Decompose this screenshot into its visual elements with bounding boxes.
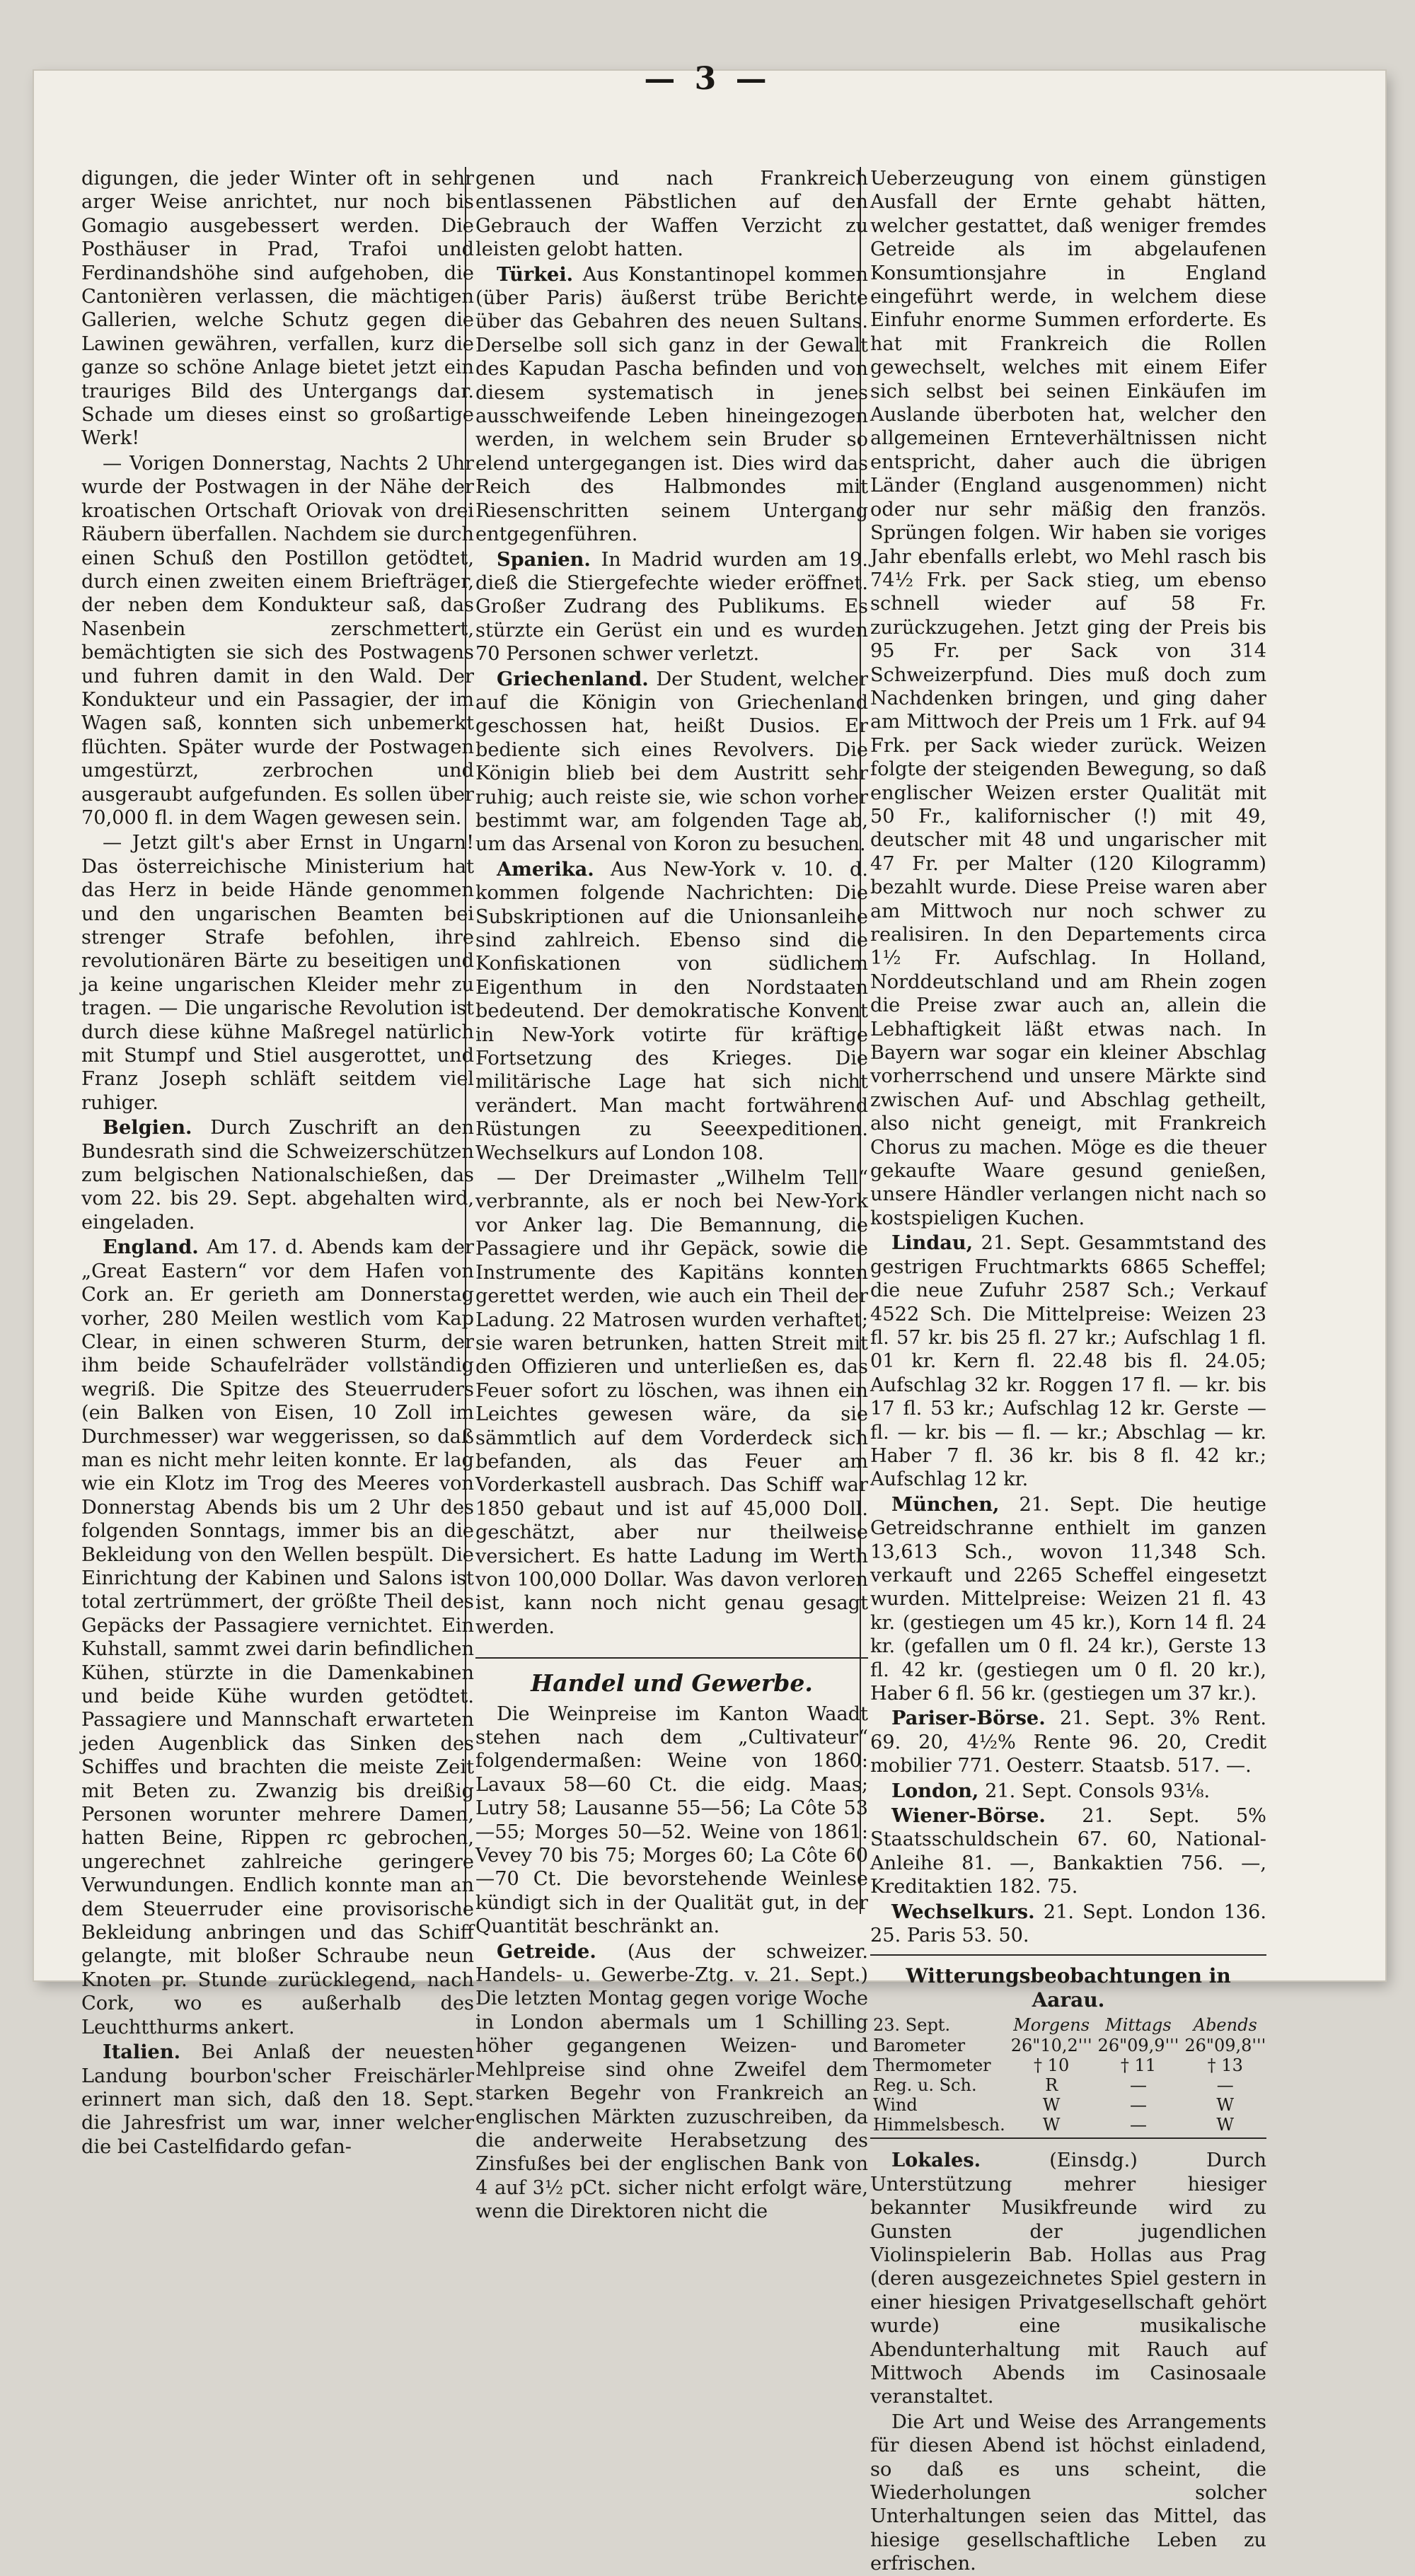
paragraph-text: (Einsdg.) Durch Unterstützung mehrer hiesiger bekannter Musikfreunde wird zu Gunsten der jugendlichen Violinspielerin Bab. Hollas aus Prag (deren ausgezeichnetes Spiel gestern in einer hiesigen Privatgesellschaft gehört wurde) eine musikalische Abendunterhaltung mit Rauch auf Mittwoch Abends im Casinosaale veranstaltet. — [870, 2149, 1266, 2408]
paragraph-text: Aus New-York v. 10. d. kommen folgende Nachrichten: Die Subskriptionen auf die Unionsanleihe sind zahlreich. Ebenso sind die Konfiskationen von südlichem Eigenthum in den Nordstaaten bedeutend. Der demokratische Konvent in New-York votirte für kräftige Fortsetzung des Krieges. Die militärische Lage hat sich nicht verändert. Man macht fortwährend Rüstungen zu Seeexpeditionen. Wechselkurs auf London 108. — [475, 858, 868, 1164]
section-heading: England. — [103, 1236, 199, 1259]
news-item — [475, 548, 868, 666]
section-heading: London, — [891, 1779, 979, 1802]
paragraph-text: 21. Sept. 3% Rent. 69. 20, 4½% Rente 96. 20, Credit mobilier 771. Oesterr. Staatsb. 517. —. — [870, 1707, 1266, 1777]
column-2 — [475, 167, 868, 2223]
weather-col-header: Abends — [1193, 2015, 1257, 2036]
section-heading: Lindau, — [891, 1231, 974, 1255]
paragraph-text: Der Student, welcher auf die Königin von Griechenland geschossen hat, heißt Dusios. Er bediente sich eines Revolvers. Die Königin blieb bei dem Austritt sehr ruhig; auch reiste sie, wie schon vorher bestimmt war, am folgenden Tage ab, um das Arsenal von Koron zu besuchen. — [475, 668, 868, 856]
news-item — [475, 668, 868, 857]
section-heading: Pariser-Börse. — [891, 1707, 1046, 1730]
paragraph-text: 21. Sept. Gesammtstand des gestrigen Fruchtmarkts 6865 Scheffel; die neue Zufuhr 2587 Sch.; Verkauf 4522 Sch. Die Mittelpreise: Weizen 23 fl. 57 kr. bis 25 fl. 27 kr.; Aufschlag 1 fl. 01 kr. Kern fl. 22.48 bis fl. 24.05; Aufschlag 32 kr. Roggen 17 fl. — kr. bis 17 fl. 53 kr.; Aufschlag 12 kr. Gerste — fl. — kr. bis — fl. — kr.; Abschlag — kr. Haber 7 fl. 36 kr. bis 8 fl. 42 kr.; Aufschlag 12 kr. — [870, 1232, 1266, 1491]
weather-cell: R — [1045, 2075, 1058, 2096]
section-heading: Getreide. — [497, 1939, 596, 1963]
section-heading: Wechselkurs. — [891, 1900, 1035, 1923]
weather-row-label: Barometer — [873, 2036, 966, 2056]
weather-title: Witterungsbeobachtungen in Aarau. — [906, 1964, 1231, 2012]
weather-cell: — — [1129, 2115, 1147, 2135]
paragraph-text: 21. Sept. Die heutige Getreidschranne enthielt im ganzen 13,613 Sch., wovon 11,348 Sch. verkauft und 2265 Scheffel eingesetzt wurden. Mittelpreise: Weizen 21 fl. 43 kr. (gestiegen um 45 kr.), Korn 14 fl. 24 kr. (gefallen um 0 fl. 24 kr.), Gerste 13 fl. 42 kr. (gestiegen um 0 fl. 20 kr.), Haber 6 fl. 56 kr. (gestiegen um 37 kr.). — [870, 1493, 1266, 1705]
weather-row-label: Wind — [873, 2095, 918, 2116]
weather-cell: † 11 — [1120, 2055, 1157, 2076]
section-heading: Amerika. — [497, 857, 594, 881]
paragraph: Ueberzeugung von einem günstigen Ausfall der Ernte gehabt hätten, welcher gestattet, daß weniger fremdes Getreide als im abgelaufenen Konsumtionsjahre in England eingeführt werde, in welchem diese Einfuhr enorme Summen erforderte. Es hat mit Frankreich die Rollen gewechselt, welches mit einem Eifer sich selbst bei seinen Einkäufen im Auslande überboten hat, welcher den allgemeinen Ernteverhältnissen nicht entspricht, daher auch die übrigen Länder (England ausgenommen) nicht oder nur sehr mäßig den französ. Sprüngen folgen. Wir haben sie voriges Jahr ebenfalls erlebt, wo Mehl rasch bis 74½ Frk. per Sack stieg, um ebenso schnell wieder auf 58 Fr. zurückzugehen. Jetzt ging der Preis bis 95 Fr. per Sack von 314 Schweizerpfund. Dies muß doch zum Nachdenken bringen, und ging daher am Mittwoch der Preis um 1 Frk. auf 94 Frk. per Sack wieder zurück. Weizen folgte der steigenden Bewegung, so daß englischer Weizen erster Qualität mit 50 Fr., kalifornischer (!) mit 49, deutscher mit 48 und ungarischer mit 47 Fr. per Malter (120 Kilogramm) bezahlt wurde. Diese Preise waren aber am Mittwoch nur noch schwer zu realisiren. In den Departements circa 1½ Fr. Aufschlag. In Holland, Norddeutschland und am Rhein zogen die Preise zwar auch an, allein die Lebhaftigkeit läßt etwas nach. In Bayern war sogar ein kleiner Abschlag vorherrschend und unsere Märkte sind zwischen Auf- und Abschlag getheilt, also nicht geneigt, mit Frankreich Chorus zu machen. Möge es die theuer gekaufte Waare gesund genießen, unsere Händler verlangen nicht nach so kostspieligen Kuchen. — [870, 168, 1266, 1229]
paragraph-text: Bei Anlaß der neuesten Landung bourbon'scher Freischärler erinnert man sich, daß den 18. Sept. die Jahresfrist um war, inner welcher die bei Castelfidardo gefan- — [81, 2041, 474, 2158]
page-number: — 3 — — [644, 61, 771, 97]
section-heading: Lokales. — [891, 2149, 981, 2172]
news-item — [870, 1780, 1266, 1803]
weather-cell: 26"09,8''' — [1184, 2036, 1266, 2056]
paragraph: digungen, die jeder Winter oft in sehr arger Weise anrichtet, nur noch bis Gomagio ausgebessert werden. Die Posthäuser in Prad, Trafoi und Ferdinandshöhe sind aufgehoben, die Cantonièren verlassen, die mächtigen Gallerien, welche Schutz gegen die Lawinen gewähren, verfallen, kurz die ganze so schöne Anlage bietet jetzt ein trauriges Bild des Untergangs dar. Schade um dieses einst so großartige Werk! — [81, 168, 474, 450]
paragraph-text: Durch Zuschrift an den Bundesrath sind die Schweizerschützen zum belgischen Nationalschießen, das vom 22. bis 29. Sept. abgehalten wird, eingeladen. — [81, 1117, 474, 1234]
paragraph: Die Art und Weise des Arrangements für diesen Abend ist höchst einladend, so daß es uns scheint, die Wiederholungen solcher Unterhaltungen seien das Mittel, das hiesige gesellschaftliche Leben zu erfrischen. — [870, 2410, 1266, 2575]
paragraph: Die Weinpreise im Kanton Waadt stehen nach dem „Cultivateur“ folgendermaßen: Weine von 1860: Lavaux 58—60 Ct. die eidg. Maas; Lutry 58; Lausanne 55—56; La Côte 53—55; Morges 50—52. Weine von 1861: Vevey 70 bis 75; Morges 60; La Côte 60—70 Ct. Die bevorstehende Weinlese kündigt sich in der Qualität gut, in der Quantität beschränkt an. — [475, 1702, 868, 1938]
news-item — [475, 858, 868, 1165]
weather-cell: — — [1129, 2095, 1147, 2116]
paragraph-text: In Madrid wurden am 19. dieß die Stiergefechte wieder eröffnet. Großer Zudrang des Publikums. Es stürzte ein Gerüst ein und es wurden 70 Personen schwer verletzt. — [475, 548, 868, 666]
paragraph: genen und nach Frankreich entlassenen Päbstlichen auf den Gebrauch der Waffen Verzicht zu leisten gelobt hatten. — [475, 168, 868, 261]
weather-col-header: Morgens — [1013, 2015, 1090, 2036]
weather-header-row — [870, 2014, 1269, 2036]
weather-cell: W — [1216, 2115, 1235, 2135]
section-title: Handel und Gewerbe. — [475, 1657, 868, 1695]
weather-row — [870, 2036, 1269, 2055]
paragraph-text: Am 17. d. Abends kam der „Great Eastern“ vor dem Hafen von Cork an. Er gerieth am Donnerstag vorher, 280 Meilen westlich vom Kap Clear, in einen schweren Sturm, der ihm beide Schaufelräder vollständig wegriß. Die Spitze des Steuerruders (ein Balken von Eisen, 10 Zoll im Durchmesser) war weggerissen, so daß man es nicht mehr leiten konnte. Er lag wie ein Klotz im Trog des Meeres von Donnerstag Abends bis um 2 Uhr des folgenden Sonntags, immer bis an die Bekleidung von den Wellen bespült. Die Einrichtung der Kabinen und Salons ist total zertrümmert, der größte Theil des Gepäcks der Passagiere vernichtet. Ein Kuhstall, sammt zwei darin befindlichen Kühen, stürzte in die Damenkabinen und beide Kühe wurden getödtet. Passagiere und Mannschaft erwarteten jeden Augenblick das Sinken des Schiffes und brachten die meiste Zeit mit Beten zu. Zwanzig bis dreißig Personen worunter mehrere Damen, hatten Beine, Rippen rc gebrochen, ungerechnet zahlreiche geringere Verwundungen. Endlich konnte man an dem Steuerruder eine provisorische Bekleidung anbringen und das Schiff gelangte, mit bloßer Schraube neun Knoten pr. Stunde zurücklegend, nach Cork, wo es außerhalb des Leuchtthurms ankert. — [81, 1236, 474, 2038]
news-item — [870, 1493, 1266, 1706]
news-item — [475, 1940, 868, 2224]
weather-row-label: Himmelsbesch. — [873, 2115, 1005, 2135]
weather-cell: W — [1042, 2095, 1061, 2116]
paragraph-text: 21. Sept. 5% Staatsschuldschein 67. 60, National-Anleihe 81. —, Bankaktien 756. —, Kreditaktien 182. 75. — [870, 1805, 1266, 1898]
weather-row — [870, 2055, 1269, 2075]
section-heading: Griechenland. — [497, 667, 649, 690]
weather-row — [870, 2075, 1269, 2095]
news-item — [870, 1231, 1266, 1491]
paragraph-text: 21. Sept. London 136. 25. Paris 53. 50. — [870, 1901, 1266, 1947]
weather-cell: — — [1216, 2075, 1234, 2096]
section-heading: Italien. — [103, 2041, 181, 2064]
news-item — [81, 2041, 474, 2159]
news-item — [870, 1901, 1266, 1948]
section-heading: Türkei. — [497, 262, 574, 286]
paragraph-text: (Aus der schweizer. Handels- u. Gewerbe-Ztg. v. 21. Sept.) Die letzten Montag gegen vorige Woche in London abermals um 1 Schilling höher gegangenen Weizen- und Mehlpreise sind ohne Zweifel dem starken Begehr von Frankreich an englischen Märkten zuzuschreiben, da die anderweite Herabsetzung des Zinsfußes bei der englischen Bank von 4 auf 3½ pCt. sicher nicht erfolgt wäre, wenn die Direktoren nicht die — [475, 1940, 868, 2223]
paragraph: — Jetzt gilt's aber Ernst in Ungarn! Das österreichische Ministerium hat das Herz in beide Hände genommen und den ungarischen Beamten bei strenger Strafe befohlen, ihre revolutionären Bärte zu beseitigen und ja keine ungarischen Kleider mehr zu tragen. — Die ungarische Revolution ist durch diese kühne Maßregel natürlich mit Stumpf und Stiel ausgerottet, und Franz Joseph schläft seitdem viel ruhiger. — [81, 832, 474, 1114]
news-item — [81, 1236, 474, 2039]
weather-row — [870, 2115, 1269, 2135]
weather-row — [870, 2095, 1269, 2115]
weather-cell: — — [1129, 2075, 1147, 2096]
news-item — [81, 1116, 474, 1234]
paragraph: — Der Dreimaster „Wilhelm Tell“ verbrannte, als er noch bei New-York vor Anker lag. Die Bemannung, die Passagiere und ihr Gepäck, sowie die Instrumente des Kapitäns konnten gerettet werden, wie auch ein Theil der Ladung. 22 Matrosen wurden verhaftet; sie waren betrunken, hatten Streit mit den Offizieren und unterließen es, das Feuer sofort zu löschen, was ihnen ein Leichtes gewesen wäre, da sie sämmtlich auf dem Vorderdeck sich befanden, als das Feuer am Vorderkastell ausbrach. Das Schiff war 1850 gebaut und ist auf 45,000 Doll. geschätzt, aber nur theilweise versichert. Es hatte Ladung im Werth von 100,000 Dollar. Was davon verloren ist, kann noch nicht genau gesagt werden. — [475, 1167, 868, 1638]
weather-box — [870, 1954, 1266, 2139]
weather-row-label: Thermometer — [873, 2055, 991, 2076]
section-heading: Wiener-Börse. — [891, 1804, 1046, 1828]
section-heading: Spanien. — [497, 547, 591, 571]
news-item — [475, 263, 868, 547]
paragraph: — Vorigen Donnerstag, Nachts 2 Uhr wurde der Postwagen in der Nähe der kroatischen Ortschaft Oriovak von drei Räubern überfallen. Nachdem sie durch einen Schuß den Postillon getödtet, durch einen zweiten einem Briefträger, der neben dem Kondukteur saß, das Nasenbein zerschmettert, bemächtigten sie sich des Postwagens und fuhren damit in den Wald. Der Kondukteur und ein Passagier, der im Wagen saß, konnten sich unbemerkt flüchten. Später wurde der Postwagen umgestürzt, zerbrochen und ausgeraubt aufgefunden. Es sollen über 70,000 fl. in dem Wagen gewesen sein. — [81, 452, 474, 829]
weather-cell: 26"10,2''' — [1010, 2036, 1092, 2056]
column-3 — [870, 167, 1266, 2575]
weather-table — [870, 2014, 1269, 2135]
weather-col-header: Mittags — [1105, 2015, 1172, 2036]
weather-cell: W — [1216, 2095, 1235, 2116]
weather-cell: W — [1042, 2115, 1061, 2135]
weather-cell: † 10 — [1034, 2055, 1070, 2076]
weather-cell: 26"09,9''' — [1097, 2036, 1179, 2056]
weather-cell: † 13 — [1207, 2055, 1243, 2076]
section-heading: München, — [891, 1492, 1000, 1516]
weather-date: 23. Sept. — [873, 2015, 951, 2036]
news-item — [870, 1804, 1266, 1899]
news-item — [870, 2149, 1266, 2408]
section-heading: Belgien. — [103, 1116, 192, 1139]
news-item — [870, 1707, 1266, 1777]
column-1 — [81, 167, 474, 2158]
paragraph-text: 21. Sept. Consols 93⅛. — [985, 1780, 1211, 1802]
paragraph-text: Aus Konstantinopel kommen (über Paris) äußerst trübe Berichte über das Gebahren des neuen Sultans. Derselbe soll sich ganz in der Gewalt des Kapudan Pascha befinden und von diesem systematisch in jenes ausschweifende Leben hineingezogen werden, in welchem sein Bruder so elend untergegangen ist. Dies wird das Reich des Halbmondes mit Riesenschritten seinem Untergang entgegenführen. — [475, 263, 868, 546]
weather-row-label: Reg. u. Sch. — [873, 2075, 977, 2096]
